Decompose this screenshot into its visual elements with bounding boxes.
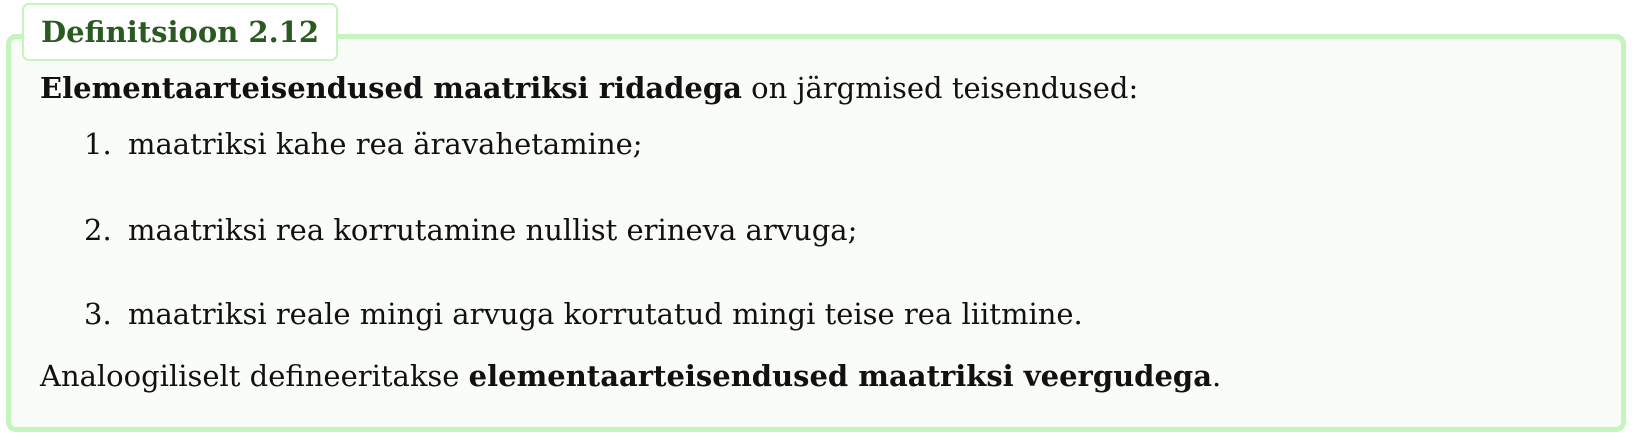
intro-rest-text: on järgmised teisendused: [741,71,1139,105]
list-item-text: maatriksi kahe rea äravahetamine; [128,127,643,161]
intro-bold-term: Elementaarteisendused maatriksi ridadega [40,71,742,105]
list-item [84,296,1083,332]
list-item-text: maatriksi reale mingi arvuga korrutatud mingi teise rea liitmine. [128,297,1083,331]
definition-intro [40,70,1138,106]
outro-end-text: . [1211,359,1222,393]
definition-outro [40,358,1221,394]
definition-title: Definitsioon 2.12 [22,3,338,61]
list-item-number: 3. [84,297,112,331]
list-item [84,126,643,162]
outro-bold-term: elementaarteisendused maatriksi veergudega [468,359,1212,393]
outro-start-text: Analoogiliselt defineeritakse [40,359,469,393]
list-item-number: 1. [84,127,112,161]
list-item [84,212,857,248]
list-item-number: 2. [84,213,112,247]
list-item-text: maatriksi rea korrutamine nullist erineva arvuga; [128,213,858,247]
